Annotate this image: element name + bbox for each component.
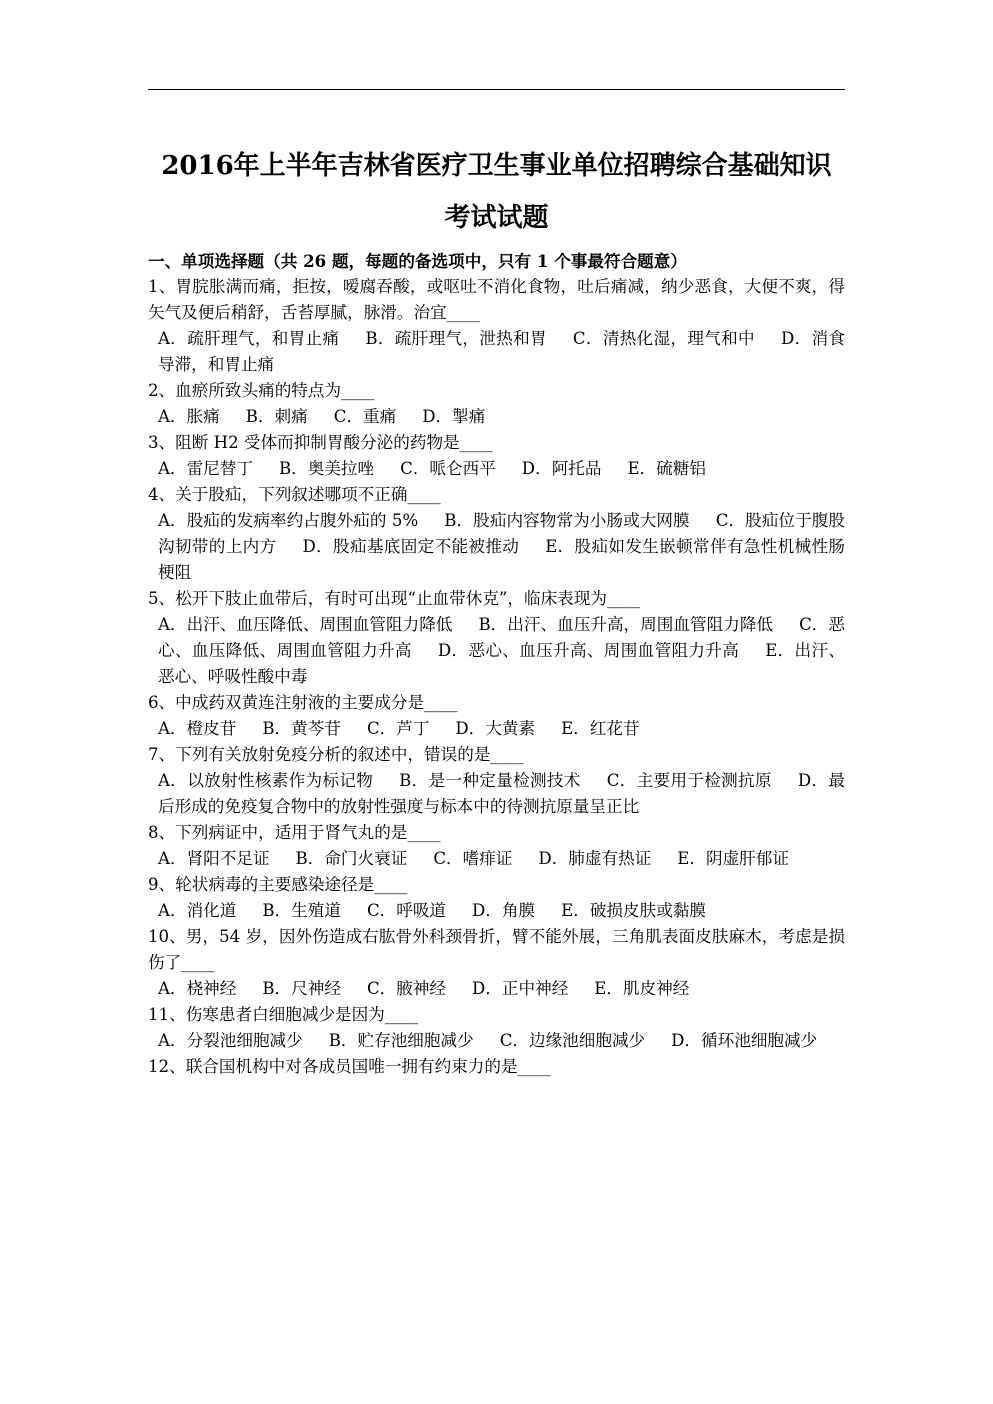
option: A．以放射性核素作为标记物: [158, 771, 374, 790]
question-options: [148, 716, 845, 742]
question-options: [148, 846, 845, 872]
option: B．奥美拉唑: [278, 459, 375, 478]
option: A．疏肝理气，和胃止痛: [158, 329, 340, 348]
option: A．桡神经: [158, 979, 237, 998]
option: B．疏肝理气，泄热和胃: [365, 329, 547, 348]
option: B．出汗、血压升高，周围血管阻力降低: [478, 615, 774, 634]
option: D．恶心、血压升高、周围血管阻力升高: [437, 641, 740, 660]
option: E．肌皮神经: [594, 979, 690, 998]
option: D．正中神经: [472, 979, 569, 998]
option: E．出汗、恶心、呼吸性酸中毒: [158, 641, 845, 686]
option: A．消化道: [158, 901, 237, 920]
option: C．恶心、血压降低、周围血管阻力升高: [158, 615, 846, 660]
option: D．消食导滞，和胃止痛: [158, 329, 845, 374]
option: C．腋神经: [366, 979, 447, 998]
question-options: [148, 976, 845, 1002]
question-stem: 8、下列病证中，适用于肾气丸的是____: [148, 823, 441, 842]
question-options: [148, 404, 845, 430]
question-stem: 9、轮状病毒的主要感染途径是____: [148, 875, 408, 894]
option: E．阴虚肝郁证: [677, 849, 789, 868]
option: B．贮存池细胞减少: [328, 1031, 474, 1050]
option: B．黄芩苷: [262, 719, 341, 738]
question-stem: 11、伤寒患者白细胞减少是因为____: [148, 1005, 419, 1024]
option: D．循环池细胞减少: [671, 1031, 818, 1050]
option: D．大黄素: [455, 719, 536, 738]
option: D．阿托品: [521, 459, 602, 478]
option: C．股疝位于腹股沟韧带的上内方: [158, 511, 845, 556]
question-options: [148, 898, 845, 924]
option: C．主要用于检测抗原: [606, 771, 772, 790]
question-list: [148, 248, 845, 1080]
option: C．嗜痱证: [433, 849, 513, 868]
question-stem: 3、阻断 H2 受体而抑制胃酸分泌的药物是____: [148, 433, 493, 452]
question-options: [148, 456, 845, 482]
section-heading: 一、单项选择题（共 26 题，每题的备选项中，只有 1 个事最符合题意）: [148, 251, 687, 271]
header-rule: [148, 89, 845, 90]
option: D．最后形成的免疫复合物中的放射性强度与标本中的待测抗原量呈正比: [158, 771, 845, 816]
option: D．股疝基底固定不能被推动: [302, 537, 520, 556]
question-stem: 6、中成药双黄连注射液的主要成分是____: [148, 693, 458, 712]
option: B．股疝内容物常为小肠或大网膜: [444, 511, 690, 530]
option: A．橙皮苷: [158, 719, 237, 738]
option: A．出汗、血压降低、周围血管阻力降低: [158, 615, 453, 634]
option: A．分裂池细胞减少: [158, 1031, 303, 1050]
option: C．清热化湿，理气和中: [572, 329, 755, 348]
option: C．重痛: [333, 407, 397, 426]
option: B．尺神经: [262, 979, 341, 998]
option: B．生殖道: [262, 901, 341, 920]
questions: [148, 274, 845, 1080]
option: B．是一种定量检测技术: [399, 771, 581, 790]
question-stem: 5、松开下肢止血带后，有时可出现“止血带休克”，临床表现为____: [148, 589, 641, 608]
option: E．破损皮肤或黏膜: [561, 901, 706, 920]
question-stem: 7、下列有关放射免疫分析的叙述中，错误的是____: [148, 745, 524, 764]
option: C．边缘池细胞减少: [499, 1031, 646, 1050]
option: E．红花苷: [561, 719, 640, 738]
question-options: [148, 326, 845, 378]
option: D．角膜: [472, 901, 536, 920]
page-subtitle: 考试试题: [444, 203, 549, 233]
option: B．命门火衰证: [295, 849, 408, 868]
option: B．刺痛: [245, 407, 308, 426]
option: C．芦丁: [366, 719, 430, 738]
question-options: [148, 612, 845, 690]
option: A．股疝的发病率约占腹外疝的 5%: [158, 511, 419, 530]
option: A．雷尼替丁: [158, 459, 253, 478]
question-stem: 1、胃脘胀满而痛，拒按，嗳腐吞酸，或呕吐不消化食物，吐后痛减，纳少恶食，大便不爽，得矢气及便后稍舒，舌苔厚腻，脉滑。治宜____: [148, 277, 845, 322]
option: E．股疝如发生嵌顿常伴有急性机械性肠梗阻: [158, 537, 845, 582]
option: A．胀痛: [158, 407, 220, 426]
question-options: [148, 1028, 845, 1054]
option: E．硫糖铝: [627, 459, 706, 478]
question-options: [148, 508, 845, 586]
option: A．肾阳不足证: [158, 849, 270, 868]
option: C．哌仑西平: [400, 459, 496, 478]
option: D．肺虚有热证: [538, 849, 652, 868]
question-stem: 10、男，54 岁，因外伤造成右肱骨外科颈骨折，臂不能外展，三角肌表面皮肤麻木，考虑是损伤了____: [148, 927, 845, 972]
question-options: [148, 768, 845, 820]
option: C．呼吸道: [366, 901, 447, 920]
page-title: 2016年上半年吉林省医疗卫生事业单位招聘综合基础知识: [161, 151, 832, 181]
option: D．掣痛: [422, 407, 486, 426]
question-stem: 2、血瘀所致头痛的特点为____: [148, 381, 375, 400]
question-stem: 12、联合国机构中对各成员国唯一拥有约束力的是____: [148, 1057, 551, 1076]
question-stem: 4、关于股疝，下列叙述哪项不正确____: [148, 485, 441, 504]
